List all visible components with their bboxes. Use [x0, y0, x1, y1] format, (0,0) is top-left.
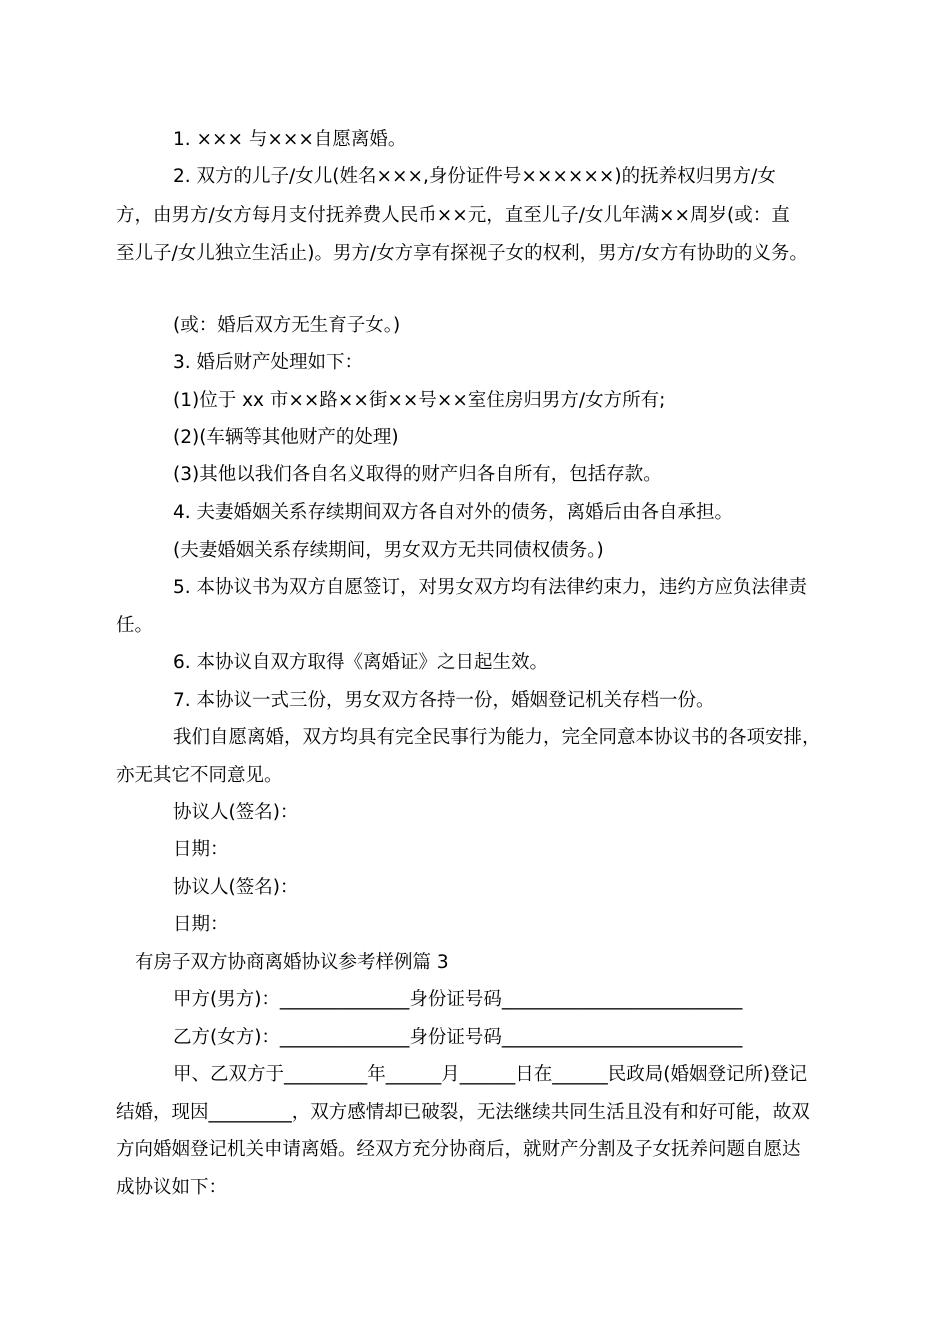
marriage-paragraph-line-1: 甲、乙双方于_________年______月______日在______民政局(婚姻登记所)登记 [173, 1064, 808, 1085]
party-a-line: 甲方(男方)：______________身份证号码__________________________ [173, 989, 743, 1010]
clause-2-line-1: 2. 双方的儿子/女儿(姓名×××,身份证件号××××××)的抚养权归男方/女 [173, 166, 776, 187]
party-b-line: 乙方(女方)：______________身份证号码__________________________ [173, 1027, 743, 1048]
clause-1: 1. ××× 与×××自愿离婚。 [173, 129, 407, 150]
clause-4: 4. 夫妻婚姻关系存续期间双方各自对外的债务，离婚后由各自承担。 [173, 502, 734, 523]
clause-2-line-3: 至儿子/女儿独立生活止)。男方/女方享有探视子女的权利，男方/女方有协助的义务。 [116, 243, 808, 264]
clause-3-item-2: (2)(车辆等其他财产的处理) [173, 427, 399, 448]
clause-7: 7. 本协议一式三份，男女双方各持一份，婚姻登记机关存档一份。 [173, 690, 715, 711]
clause-3-item-3: (3)其他以我们各自名义取得的财产归各自所有，包括存款。 [173, 464, 662, 485]
clause-2-alt: (或：婚后双方无生育子女。) [173, 315, 401, 336]
date-1-label: 日期： [173, 839, 229, 860]
marriage-paragraph-line-3: 方向婚姻登记机关申请离婚。经双方充分协商后，就财产分割及子女抚养问题自愿达 [116, 1139, 801, 1160]
clause-5-line-2: 任。 [116, 615, 154, 636]
date-2-label: 日期： [173, 914, 229, 935]
clause-4-alt: (夫妻婚姻关系存续期间，男女双方无共同债权债务。) [173, 540, 604, 561]
signature-1-label: 协议人(签名)： [173, 802, 299, 823]
clause-3-item-1: (1)位于 xx 市××路××街××号××室住房归男方/女方所有; [173, 390, 666, 411]
clause-6: 6. 本协议自双方取得《离婚证》之日起生效。 [173, 652, 549, 673]
clause-3: 3. 婚后财产处理如下： [173, 352, 364, 373]
signature-2-label: 协议人(签名)： [173, 877, 299, 898]
section-heading: 有房子双方协商离婚协议参考样例篇 3 [135, 952, 449, 973]
declaration-line-2: 亦无其它不同意见。 [116, 765, 283, 786]
clause-2-line-2: 方，由男方/女方每月支付抚养费人民币××元，直至儿子/女儿年满××周岁(或：直 [116, 205, 790, 226]
marriage-paragraph-line-4: 成协议如下： [116, 1177, 228, 1198]
declaration-line-1: 我们自愿离婚，双方均具有完全民事行为能力，完全同意本协议书的各项安排， [173, 727, 821, 748]
clause-5-line-1: 5. 本协议书为双方自愿签订，对男女双方均有法律约束力，违约方应负法律责 [173, 577, 808, 598]
marriage-paragraph-line-2: 结婚，现因_________，双方感情却已破裂，无法继续共同生活且没有和好可能，故双 [116, 1102, 810, 1123]
